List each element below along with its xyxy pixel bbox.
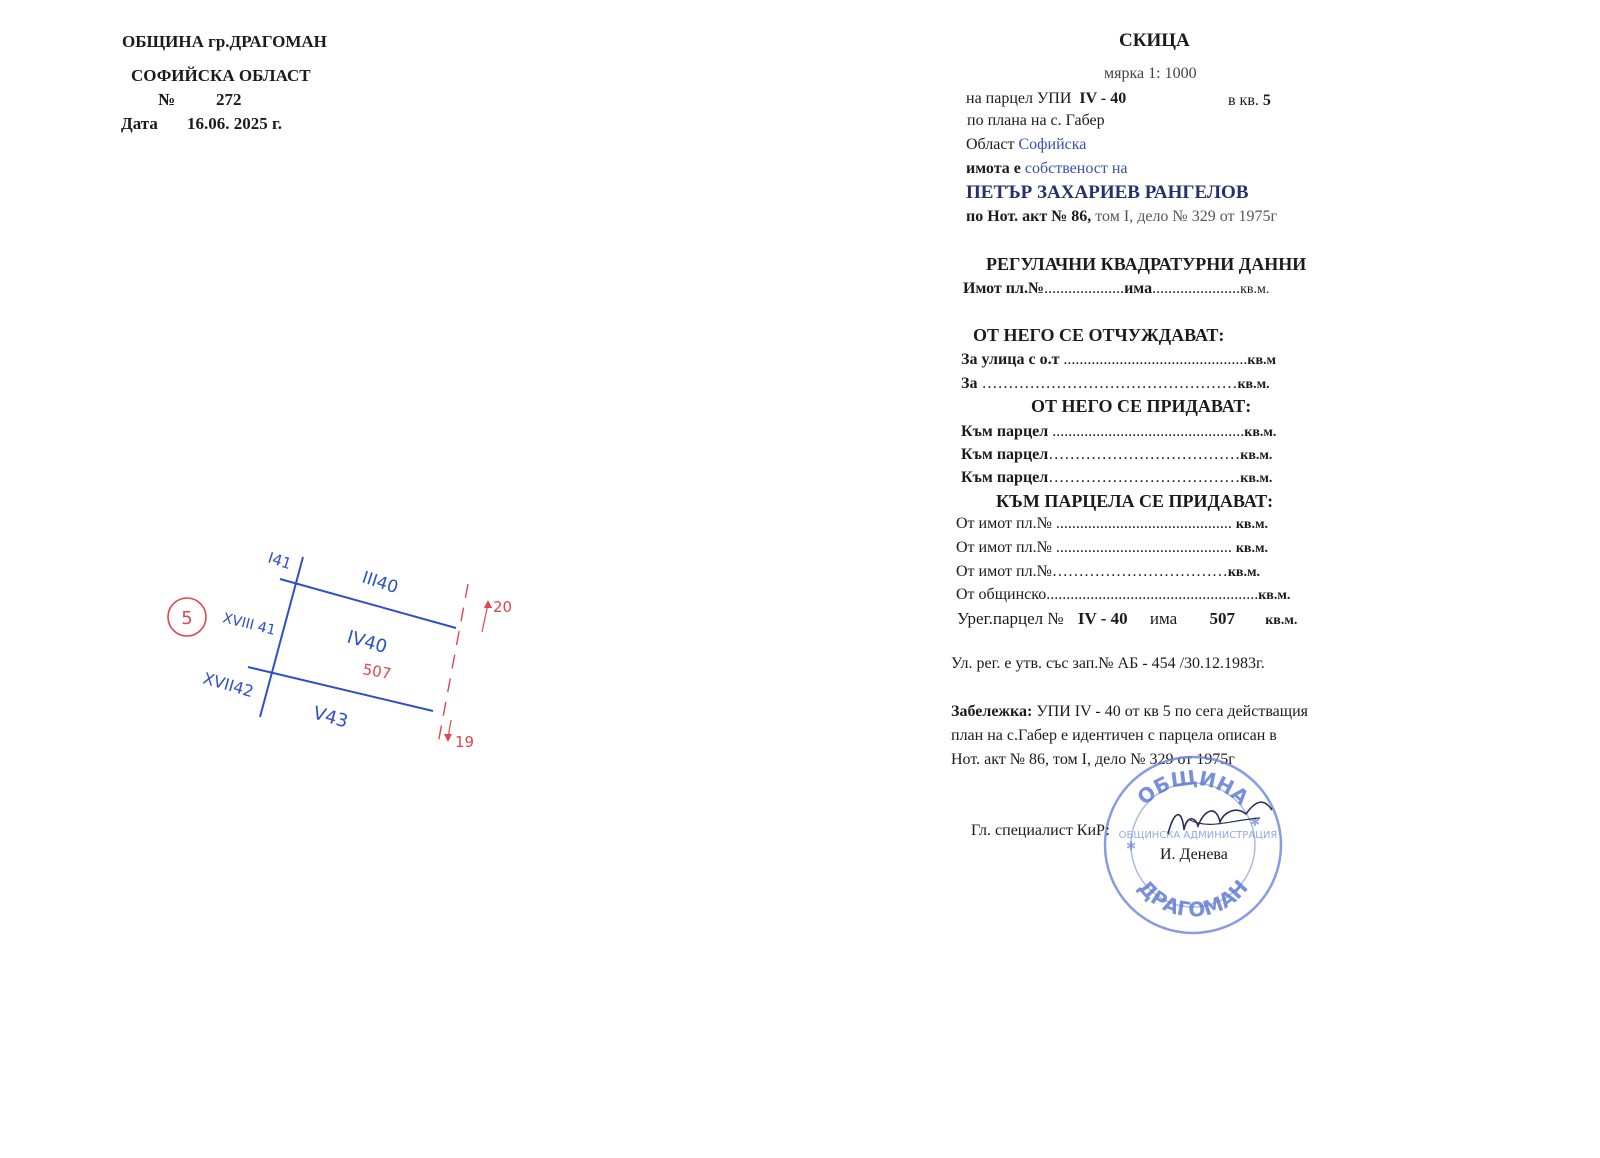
block-number: 5 [1262,92,1271,109]
municipality-title: ОБЩИНА гр.ДРАГОМАН [122,32,327,51]
row-unit: кв.м [1247,353,1277,368]
regulation-heading: РЕГУЛАЧНИ КВАДРАТУРНИ ДАННИ [986,254,1307,274]
row-unit: кв.м. [1240,471,1273,486]
parcel-label-xviii41: XVIII 41 [221,610,278,639]
row-dots: ..................................................... [1046,586,1259,603]
row-dots: ............................................ [1055,539,1232,556]
row-unit: кв.м. [1227,565,1260,580]
added-to-row [956,539,1268,557]
note-line-1 [951,703,1308,721]
owner-name: ПЕТЪР ЗАХАРИЕВ РАНГЕЛОВ [966,182,1249,203]
row-label: Към парцел [961,469,1049,486]
document-date: 16.06. 2025 г. [187,114,283,133]
row-label: Към парцел [961,446,1049,463]
stamp-star-icon: ✱ [1250,815,1261,829]
row-unit: кв.м. [1240,282,1270,297]
region-prefix: Област [966,136,1015,153]
row-dots: ............................................ [1055,515,1232,532]
note-line-2: план на с.Габер е идентичен с парцела описан в [951,727,1277,744]
deed-prefix: по Нот. акт № 86, [966,208,1092,225]
owner-mid: собственост на [1024,160,1128,177]
regulated-parcel-summary [957,609,1297,629]
date-label: Дата [121,114,158,133]
street-axis-line [438,584,468,744]
deed-rest: том I, дело № 329 от 1975г [1095,208,1278,225]
region-value: Софийска [1018,136,1087,153]
parcel-area-label: 507 [361,660,393,683]
row-unit: кв.м. [1258,588,1291,603]
row-unit: кв.м. [1235,541,1268,556]
summary-label: Урег.парцел № [957,609,1064,628]
row-label: Имот пл.№ [963,280,1045,297]
boundary-line-south [248,667,433,711]
added-from-row [961,469,1272,487]
stamp-bottom-text: ДРАГОМАН [1133,875,1253,922]
regulation-row [963,280,1269,298]
parcel-label-i41: I41 [265,548,294,574]
parcel-line [966,90,1126,108]
parcel-label-iv40: IV40 [344,626,390,658]
row-label: От имот пл.№ [956,539,1052,556]
document-number: 272 [216,90,242,109]
row-label: За [961,375,978,392]
scale-label: мярка 1: 1000 [1104,65,1197,82]
added-to-heading: КЪМ ПАРЦЕЛА СЕ ПРИДАВАТ: [996,491,1274,511]
arrow-down-icon [444,734,452,742]
row-unit: кв.м. [1235,517,1268,532]
row-dots: .............................................. [1063,351,1248,368]
parcel-id: IV - 40 [1079,90,1127,107]
point-20-arrow-icon [482,604,488,632]
parcel-sketch [150,520,550,780]
owner-prefix: имота е [966,160,1021,177]
added-from-row [961,446,1272,464]
added-to-row [956,515,1268,533]
deed-line [966,208,1277,226]
summary-mid: има [1149,609,1178,628]
parcel-label-xvii42: XVII42 [200,668,256,702]
row-dots: …………………………… [1051,563,1228,580]
stamp-top-text: ОБЩИНА [1132,764,1254,810]
row-label: От имот пл.№ [956,563,1052,580]
row-label: За улица с о.т [961,351,1060,368]
summary-parcel: IV - 40 [1077,609,1128,628]
signature-role: Гл. специалист КиР: [971,822,1110,839]
block-prefix: в кв. [1228,92,1259,109]
street-regulation: Ул. рег. е утв. със зап.№ АБ - 454 /30.12.1983г. [951,655,1265,672]
handwritten-signature [1160,790,1280,850]
row-dots: ……………………………… [1048,469,1241,486]
region-line [966,136,1086,154]
arrow-up-icon [484,600,492,608]
stamp-mid-text: ОБЩИНСКА АДМИНИСТРАЦИЯ [1118,830,1278,841]
block-line [1228,92,1271,110]
summary-unit: кв.м. [1265,613,1298,628]
row-label: Към парцел [961,423,1049,440]
block-number-label: 5 [181,608,193,629]
alienated-heading: ОТ НЕГО СЕ ОТЧУЖДАВАТ: [973,325,1225,345]
row-dots: ………………………………………… [981,375,1238,392]
number-label: № [158,90,176,109]
sketch-heading: СКИЦА [1119,30,1190,51]
row-dots: ................................................ [1052,423,1245,440]
added-to-row [956,563,1260,581]
note-text-1: УПИ IV - 40 от кв 5 по сега действащия [1036,703,1309,720]
region-title: СОФИЙСКА ОБЛАСТ [131,66,311,85]
parcel-label-iii40: III40 [359,567,401,599]
row-unit: кв.м. [1244,425,1277,440]
added-from-heading: ОТ НЕГО СЕ ПРИДАВАТ: [1031,396,1252,416]
parcel-label-v43: V43 [310,702,351,733]
row-dots: ……………………………… [1048,446,1241,463]
row-dots: .................... [1044,280,1125,297]
parcel-prefix: на парцел УПИ [966,90,1072,107]
signature-name: И. Денева [1160,846,1228,863]
stamp-star-icon: ✱ [1126,839,1137,853]
summary-area: 507 [1209,609,1235,628]
alienated-row [961,351,1276,369]
row-unit: кв.м. [1240,448,1273,463]
plan-line: по плана на с. Габер [967,112,1105,129]
row-label: От общинско [956,586,1047,603]
row-unit: кв.м. [1237,377,1270,392]
alienated-row [961,375,1270,393]
owner-line [966,160,1127,178]
note-line-3: Нот. акт № 86, том I, дело № 329 от 1975г [951,751,1235,768]
point-label-bottom: 19 [455,733,475,751]
added-from-row [961,423,1276,441]
note-label: Забележка: [951,703,1033,720]
row-label: От имот пл.№ [956,515,1052,532]
added-to-row [956,586,1290,604]
row-mid: има [1124,280,1153,297]
row-dots: ...................... [1152,280,1241,297]
point-label-top: 20 [493,598,513,616]
